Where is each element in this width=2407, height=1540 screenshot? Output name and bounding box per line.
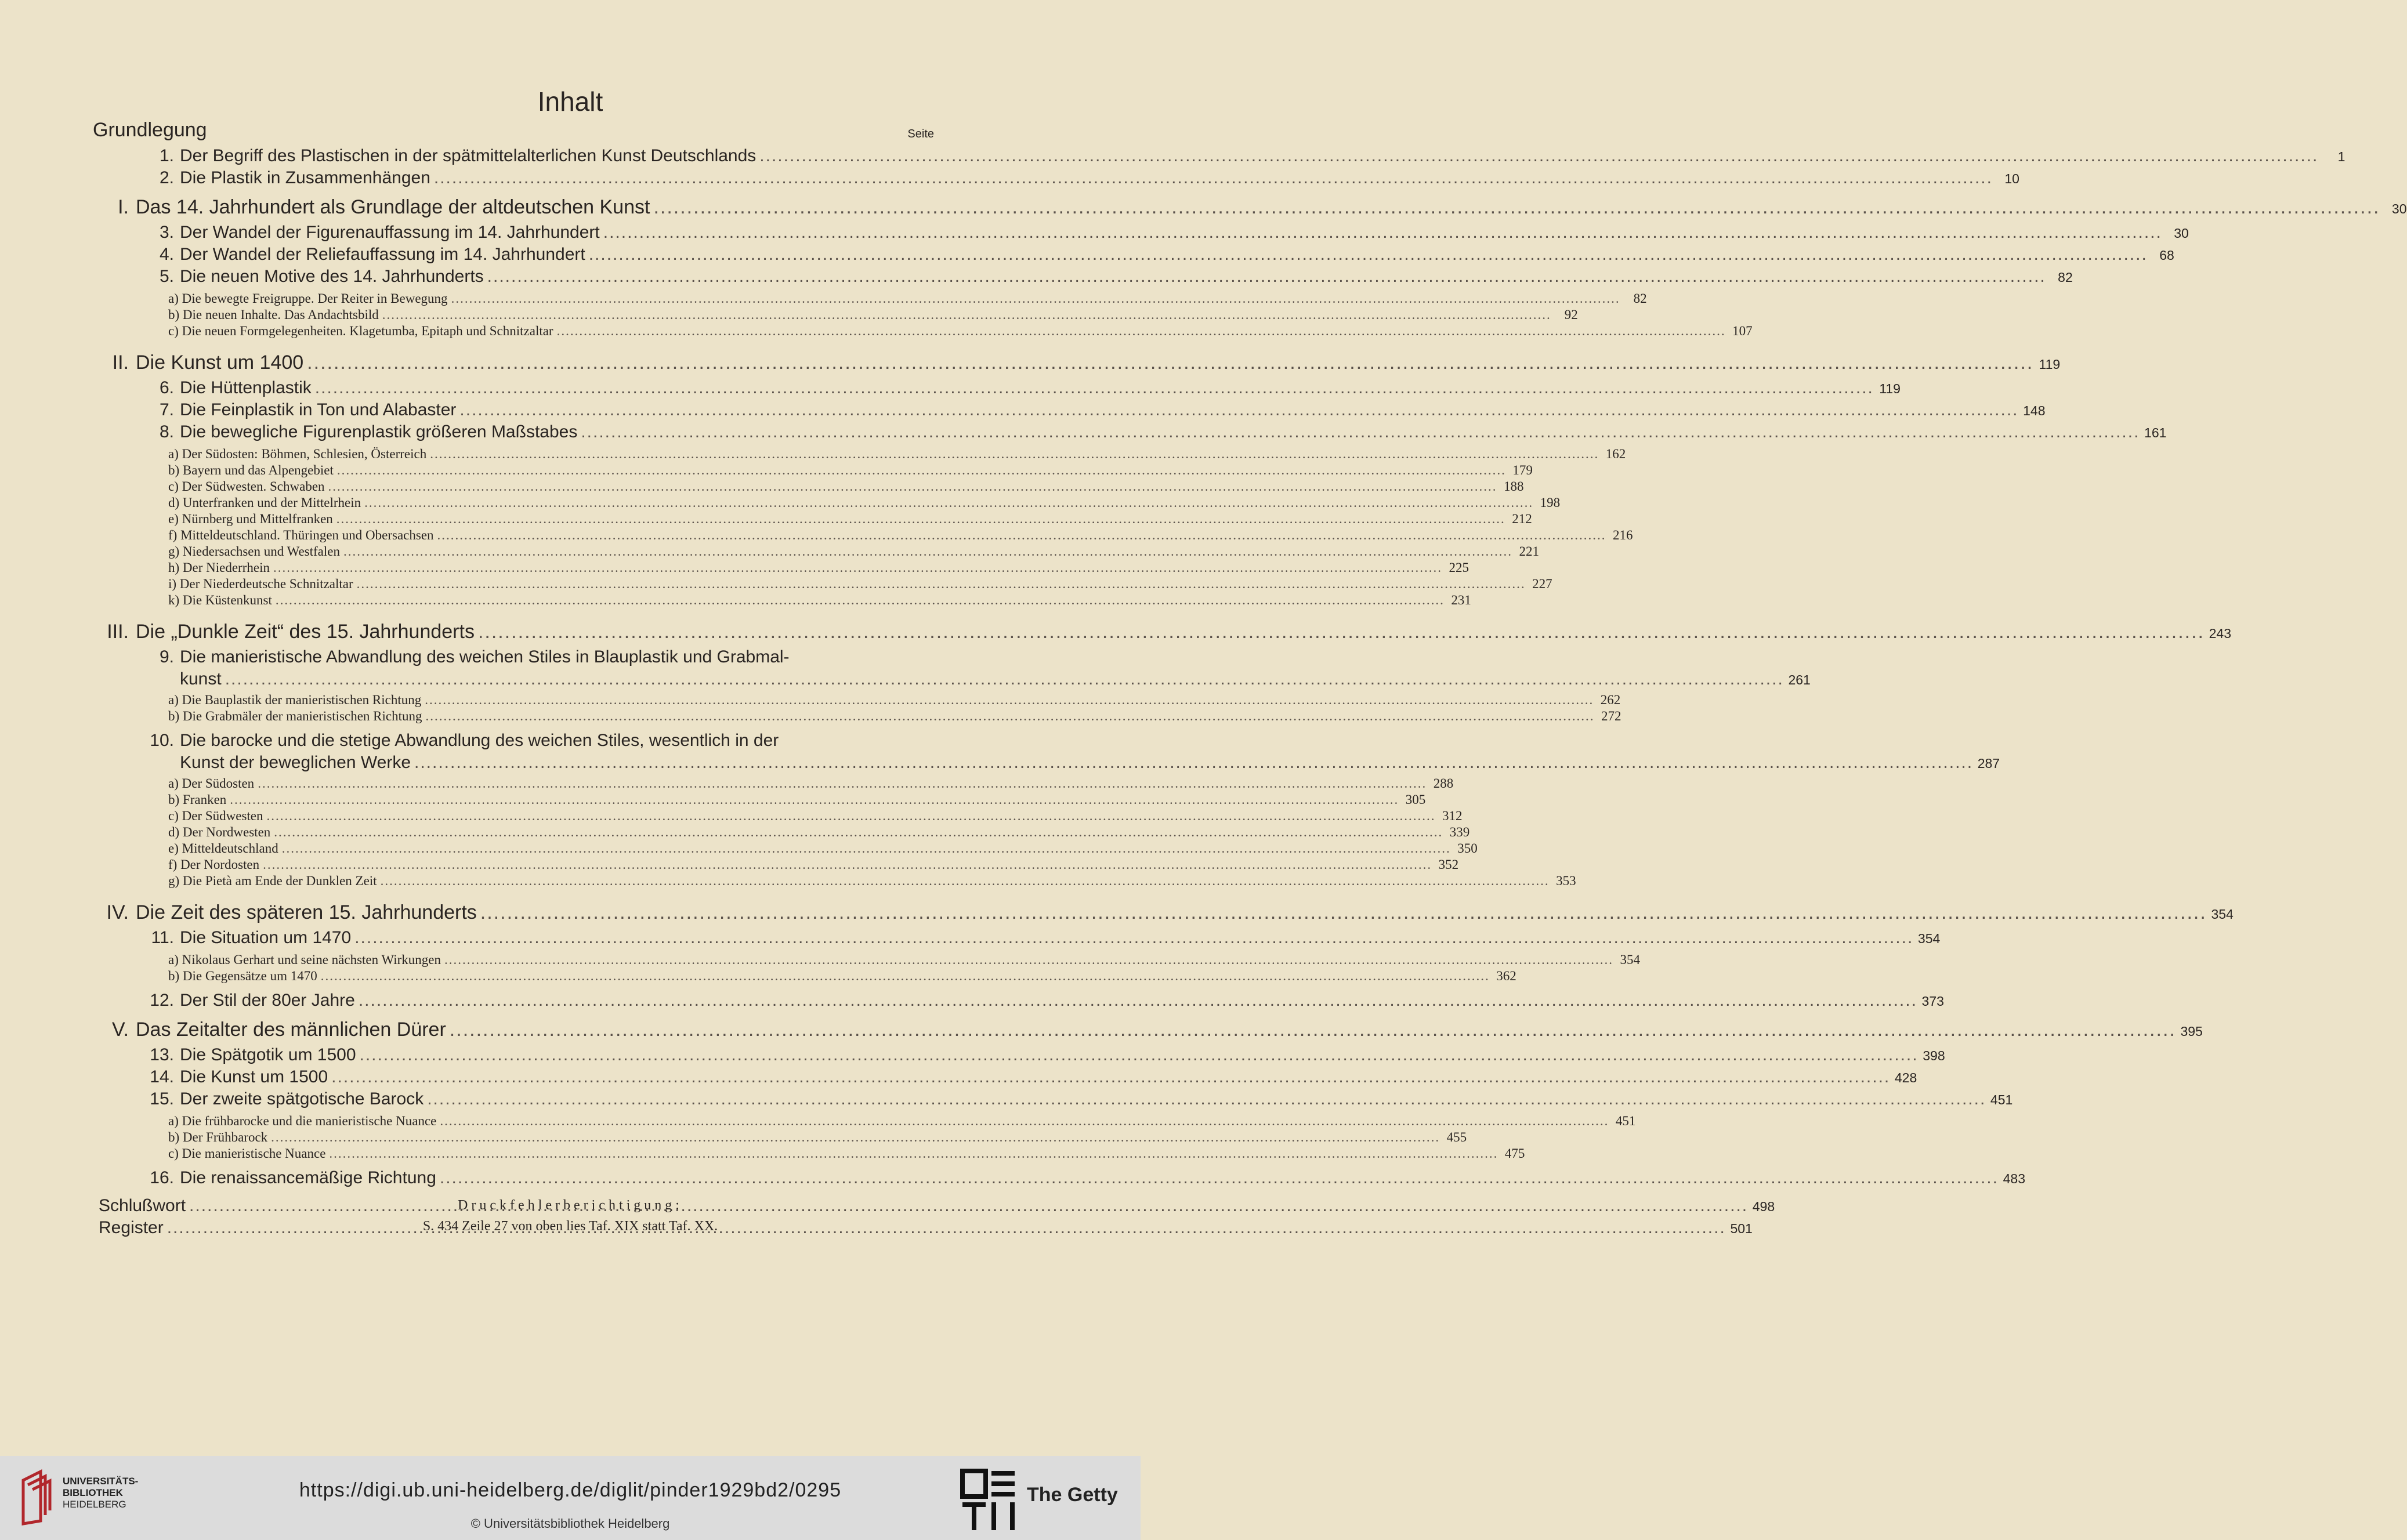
page-number: 231: [1451, 593, 1471, 607]
chapter-title: Die manieristische Abwandlung des weichen Stiles in Blauplastik und Grabmal-: [180, 647, 790, 666]
subsection-title: d) Der Nordwesten: [168, 825, 271, 839]
chapter-number: 7.: [159, 400, 174, 419]
chapter-entry: [93, 168, 2019, 188]
chapter-entry: [93, 1168, 2025, 1188]
dot-leader: [263, 857, 1432, 872]
chapter-number: 1.: [159, 146, 174, 165]
entry-label: [133, 1168, 436, 1188]
page-number: 30: [2391, 201, 2407, 216]
page-number: 451: [1990, 1092, 2013, 1107]
subsection-entry: [93, 809, 1463, 824]
chapter-number: 15.: [150, 1089, 174, 1108]
seite-label: Seite: [907, 128, 934, 140]
page-number: 10: [2004, 171, 2019, 186]
entry-label: [168, 512, 333, 527]
chapter-title: Der Stil der 80er Jahre: [180, 991, 355, 1010]
entry-label: [168, 307, 379, 323]
dot-leader: [759, 146, 2318, 166]
entry-label: [168, 874, 377, 889]
entry-label: [168, 324, 553, 339]
entry-label: [168, 693, 421, 708]
dot-leader: [487, 267, 2046, 287]
entry-label: [168, 1114, 436, 1129]
chapter-title-continuation: kunst: [180, 669, 222, 689]
entry-label: [168, 577, 353, 592]
entry-label: [168, 1146, 325, 1161]
page-number: 288: [1433, 776, 1454, 791]
chapter-title: Die Situation um 1470: [180, 928, 352, 947]
section-numeral: V.: [111, 1019, 129, 1041]
entry-label: [93, 352, 303, 374]
dot-leader: [653, 196, 2380, 219]
dot-leader: [331, 1067, 1890, 1087]
chapter-entry: [93, 731, 934, 751]
entry-label: [168, 776, 254, 791]
chapter-title: Die Plastik in Zusammenhängen: [180, 168, 430, 187]
chapter-title: Die Spätgotik um 1500: [180, 1045, 356, 1064]
section-heading: [93, 901, 2234, 924]
entry-label: [168, 792, 226, 807]
subsection-entry: [93, 512, 1532, 527]
subsection-entry: [93, 291, 1647, 306]
section-heading: [93, 196, 2407, 219]
section-numeral: II.: [112, 352, 129, 374]
subsection-title: c) Der Südwesten: [168, 809, 263, 823]
subsection-entry: [93, 952, 1641, 968]
chapter-entry: [93, 245, 2174, 264]
page-number: 451: [1615, 1114, 1636, 1128]
dot-leader: [282, 841, 1451, 856]
dot-leader: [337, 463, 1506, 478]
dot-leader: [230, 792, 1399, 807]
subsection-title: e) Nürnberg und Mittelfranken: [168, 512, 333, 526]
section-heading: [93, 352, 2061, 374]
dot-leader: [430, 447, 1599, 462]
entry-label: [133, 731, 779, 751]
chapter-entry-continuation: [93, 753, 2000, 773]
subsection-entry: [93, 479, 1524, 494]
dot-leader: [271, 1130, 1440, 1145]
chapter-title: Die Hüttenplastik: [180, 378, 312, 397]
chapter-number: 12.: [150, 991, 174, 1010]
section-title: Die Zeit des späteren 15. Jahrhunderts: [136, 901, 477, 923]
section-heading: [93, 1019, 2203, 1041]
subsection-entry: [93, 792, 1426, 807]
chapter-title: Die Feinplastik in Ton und Alabaster: [180, 400, 457, 419]
page-number: 352: [1438, 857, 1459, 872]
page-number: 82: [1633, 291, 1647, 306]
chapter-title: Die barocke und die stetige Abwandlung des weichen Stiles, wesentlich in der: [180, 731, 779, 750]
page-number: 498: [1752, 1199, 1775, 1214]
dot-leader: [336, 512, 1505, 527]
subsection-entry: [93, 463, 1533, 478]
entry-label: [93, 901, 477, 924]
entry-label: [168, 709, 422, 724]
dot-leader: [360, 1045, 1919, 1065]
dot-leader: [343, 544, 1512, 559]
subsection-title: d) Unterfranken und der Mittelrhein: [168, 495, 361, 510]
chapter-entry-continuation: [93, 669, 1811, 689]
page-number: 107: [1732, 324, 1753, 338]
subsection-title: a) Nikolaus Gerhart und seine nächsten Wirkungen: [168, 952, 441, 967]
chapter-title: Die Kunst um 1500: [180, 1067, 328, 1086]
dot-leader: [273, 560, 1442, 575]
page-number: 161: [2144, 425, 2167, 440]
chapter-number: 8.: [159, 422, 174, 441]
page-number: 119: [2039, 357, 2061, 372]
dot-leader: [440, 1114, 1609, 1129]
subsection-entry: [93, 560, 1469, 575]
entry-label: [133, 647, 790, 667]
dot-leader: [315, 378, 1874, 398]
subsection-title: b) Die Gegensätze um 1470: [168, 969, 317, 983]
page-number: 287: [1977, 756, 2000, 771]
section-title: Die „Dunkle Zeit“ des 15. Jahrhunderts: [136, 621, 475, 643]
page-number: 362: [1496, 969, 1516, 983]
subsection-title: b) Franken: [168, 792, 227, 807]
dot-leader: [328, 479, 1497, 494]
chapter-title: Die neuen Motive des 14. Jahrhunderts: [180, 267, 484, 286]
subsection-entry: [93, 544, 1539, 559]
page-number: 243: [2209, 626, 2231, 641]
uni-line-3: HEIDELBERG: [63, 1499, 126, 1510]
dot-leader: [359, 991, 1917, 1010]
page-number: 225: [1449, 560, 1469, 575]
dot-leader: [427, 1089, 1986, 1109]
dot-leader: [581, 422, 2140, 442]
errata-text: S. 434 Zeile 27 von oben lies Taf. XIX statt Taf. XX.: [422, 1219, 718, 1234]
chapter-entry: [93, 928, 1941, 948]
entry-label: [168, 809, 263, 824]
subsection-entry: [93, 495, 1561, 510]
chapter-title: Der Begriff des Plastischen in der spätmittelalterlichen Kunst Deutschlands: [180, 146, 757, 165]
dot-leader: [354, 928, 1913, 948]
entry-label: [168, 544, 340, 559]
page-number: 354: [2211, 907, 2234, 922]
section-title: Die Kunst um 1400: [136, 352, 304, 374]
dot-leader: [329, 1146, 1498, 1161]
dot-leader: [276, 593, 1445, 608]
dot-leader: [267, 809, 1436, 824]
entry-label: [168, 463, 334, 478]
page-number: 162: [1605, 447, 1626, 461]
page-number: 212: [1512, 512, 1532, 526]
chapter-title: Der zweite spätgotische Barock: [180, 1089, 424, 1108]
subsection-title: c) Die neuen Formgelegenheiten. Klagetumba, Epitaph und Schnitzaltar: [168, 324, 553, 338]
subsection-title: c) Die manieristische Nuance: [168, 1146, 326, 1161]
dot-leader: [444, 952, 1613, 968]
page-number: 475: [1504, 1146, 1525, 1161]
dot-leader: [434, 168, 1993, 188]
page-number: 354: [1620, 952, 1641, 967]
page-number: 339: [1449, 825, 1470, 839]
chapter-entry: [93, 991, 1944, 1010]
page-number: 30: [2174, 226, 2189, 241]
chapter-entry: [93, 146, 2346, 166]
uni-line-2: BIBLIOTHEK: [63, 1487, 123, 1498]
footer-bar: [0, 1456, 1141, 1540]
dot-leader: [557, 324, 1726, 339]
page-number: 1: [2337, 149, 2346, 164]
dot-leader: [364, 495, 1533, 510]
page-number: 501: [1730, 1221, 1753, 1236]
page-number: 305: [1405, 792, 1426, 807]
subsection-entry: [93, 447, 1626, 462]
subsection-title: i) Der Niederdeutsche Schnitzaltar: [168, 577, 353, 591]
subsection-entry: [93, 528, 1633, 543]
chapter-entry: [93, 1089, 2013, 1109]
dot-leader: [274, 825, 1443, 840]
getty-wordmark: The Getty: [1027, 1484, 1118, 1506]
chapter-number: 9.: [159, 647, 174, 666]
dot-leader: [382, 307, 1551, 323]
page-number: 312: [1442, 809, 1463, 823]
errata: [0, 1195, 1141, 1237]
entry-label: [168, 593, 272, 608]
dot-leader: [357, 577, 1526, 592]
entry-label: [168, 447, 426, 462]
subsection-title: f) Der Nordosten: [168, 857, 260, 872]
chapter-entry: [93, 267, 2073, 287]
subsection-title: c) Der Südwesten. Schwaben: [168, 479, 325, 494]
chapter-number: 10.: [150, 731, 174, 750]
dot-leader: [589, 245, 2148, 264]
entry-label: [133, 1067, 328, 1087]
chapter-title: Der Wandel der Figurenauffassung im 14. Jahrhundert: [180, 223, 600, 242]
chapter-entry: [93, 400, 2046, 420]
chapter-entry: [93, 223, 2189, 242]
dot-leader: [425, 693, 1594, 708]
entry-label: [168, 479, 325, 494]
entry-label: [168, 560, 270, 575]
subsection-title: a) Die frühbarocke und die manieristische Nuance: [168, 1114, 437, 1128]
subsection-entry: [93, 307, 1578, 323]
chapter-entry: [93, 1045, 1945, 1065]
page-number: 119: [1879, 381, 1901, 396]
page-number: 354: [1917, 931, 1941, 946]
chapter-number: 3.: [159, 223, 174, 242]
page-number: 428: [1894, 1070, 1917, 1085]
subsection-title: b) Die Grabmäler der manieristischen Richtung: [168, 709, 422, 723]
dot-leader: [451, 291, 1620, 306]
subsection-title: a) Die Bauplastik der manieristischen Richtung: [168, 693, 422, 707]
dot-leader: [321, 969, 1490, 984]
dot-leader: [258, 776, 1427, 791]
chapter-entry: [93, 1067, 1917, 1087]
page-number: 455: [1446, 1130, 1467, 1144]
entry-label: [168, 495, 361, 510]
page-number: 350: [1457, 841, 1478, 856]
subsection-entry: [93, 969, 1516, 984]
page-number: 262: [1600, 693, 1621, 707]
page-number: 398: [1923, 1048, 1945, 1063]
permalink-url[interactable]: https://digi.ub.uni-heidelberg.de/diglit/pinder1929bd2/0295: [299, 1479, 842, 1501]
dot-leader: [603, 223, 2162, 242]
chapter-title-continuation: Kunst der beweglichen Werke: [180, 753, 411, 772]
subsection-entry: [93, 825, 1470, 840]
page-number: 353: [1556, 874, 1576, 888]
entry-label: [133, 223, 600, 242]
chapter-entry: [93, 647, 934, 667]
page-title: Inhalt: [537, 86, 603, 117]
page-number: 227: [1532, 577, 1552, 591]
entry-label: [133, 267, 484, 287]
subsection-title: h) Der Niederrhein: [168, 560, 270, 575]
subsection-title: a) Der Südosten: [168, 776, 255, 791]
page-number: 272: [1601, 709, 1621, 723]
chapter-number: 13.: [150, 1045, 174, 1064]
section-title: Grundlegung: [93, 119, 207, 141]
dot-leader: [225, 669, 1784, 689]
uni-line-1: UNIVERSITÄTS-: [63, 1476, 139, 1487]
entry-label: [180, 753, 411, 773]
chapter-entry: [93, 378, 1901, 398]
entry-label: [93, 1019, 446, 1041]
entry-label: [168, 1130, 267, 1145]
dot-leader: [440, 1168, 1999, 1188]
subsection-title: f) Mitteldeutschland. Thüringen und Obersachsen: [168, 528, 434, 542]
subsection-title: b) Bayern und das Alpengebiet: [168, 463, 334, 477]
dot-leader: [450, 1019, 2176, 1041]
subsection-entry: [93, 709, 1621, 724]
subsection-entry: [93, 776, 1454, 791]
chapter-number: 14.: [150, 1067, 174, 1086]
page-number: 216: [1613, 528, 1633, 542]
page-number: 395: [2180, 1024, 2203, 1039]
entry-label: [168, 291, 448, 306]
page-number: 179: [1512, 463, 1533, 477]
subsection-title: a) Die bewegte Freigruppe. Der Reiter in Bewegung: [168, 291, 448, 306]
chapter-number: 2.: [159, 168, 174, 187]
dot-leader: [478, 621, 2205, 643]
entry-label: [93, 196, 650, 219]
subsection-entry: [93, 577, 1552, 592]
entry-label: [133, 422, 577, 442]
subsection-entry: [93, 841, 1478, 856]
entry-label: [133, 378, 312, 398]
subsection-title: a) Der Südosten: Böhmen, Schlesien, Österreich: [168, 447, 427, 461]
subsection-entry: [93, 693, 1621, 708]
page-number: 483: [2003, 1171, 2025, 1186]
chapter-number: 5.: [159, 267, 174, 286]
dot-leader: [426, 709, 1595, 724]
dot-leader: [414, 753, 1973, 773]
subsection-title: b) Der Frühbarock: [168, 1130, 268, 1144]
entry-label: [168, 857, 259, 872]
page-number: 188: [1504, 479, 1524, 494]
entry-label: [93, 621, 475, 643]
entry-label: [168, 969, 317, 984]
chapter-title: Der Wandel der Reliefauffassung im 14. Jahrhundert: [180, 245, 585, 264]
dot-leader: [480, 901, 2207, 924]
entry-label: [168, 528, 434, 543]
subsection-entry: [93, 593, 1471, 608]
entry-label: [168, 825, 270, 840]
entry-label: [133, 991, 355, 1010]
entry-label: [180, 669, 222, 689]
section-title: Das Zeitalter des männlichen Dürer: [136, 1019, 446, 1041]
chapter-title: Die bewegliche Figurenplastik größeren Maßstabes: [180, 422, 578, 441]
section-heading: [93, 621, 2231, 643]
subsection-title: g) Die Pietà am Ende der Dunklen Zeit: [168, 874, 377, 888]
closing-title: Register: [99, 1218, 164, 1237]
subsection-entry: [93, 1146, 1525, 1161]
entry-label: [133, 400, 456, 420]
chapter-entry: [93, 422, 2167, 442]
subsection-title: b) Die neuen Inhalte. Das Andachtsbild: [168, 307, 379, 322]
entry-label: [133, 928, 351, 948]
chapter-number: 4.: [159, 245, 174, 264]
subsection-title: g) Niedersachsen und Westfalen: [168, 544, 340, 559]
subsection-title: e) Mitteldeutschland: [168, 841, 278, 856]
entry-label: [133, 245, 585, 264]
subsection-entry: [93, 874, 1576, 889]
copyright-notice: © Universitätsbibliothek Heidelberg: [470, 1516, 670, 1531]
section-numeral: III.: [107, 621, 129, 643]
subsection-entry: [93, 324, 1753, 339]
entry-label: [168, 841, 278, 856]
dot-leader: [459, 400, 2018, 420]
subsection-entry: [93, 857, 1459, 872]
section-heading-grundlegung: [93, 119, 934, 142]
page-number: 82: [2058, 270, 2073, 285]
entry-label: [133, 1089, 424, 1109]
page-number: 148: [2023, 403, 2046, 418]
getty-logo-icon: [960, 1469, 1018, 1532]
page-number: 373: [1921, 994, 1944, 1009]
entry-label: [93, 119, 207, 142]
chapter-number: 11.: [151, 928, 174, 947]
errata-heading: Druckfehlerberichtigung:: [458, 1198, 683, 1213]
dot-leader: [437, 528, 1606, 543]
subsection-title: k) Die Küstenkunst: [168, 593, 272, 607]
page-number: 198: [1540, 495, 1561, 510]
entry-label: [133, 146, 756, 166]
entry-label: [133, 1045, 356, 1065]
section-title: Das 14. Jahrhundert als Grundlage der altdeutschen Kunst: [136, 196, 650, 218]
section-numeral: I.: [118, 196, 129, 218]
chapter-number: 6.: [159, 378, 174, 397]
section-numeral: IV.: [106, 901, 129, 923]
dot-leader: [307, 352, 2033, 374]
dot-leader: [381, 874, 1550, 889]
chapter-number: 16.: [150, 1168, 174, 1187]
chapter-title: Die renaissancemäßige Richtung: [180, 1168, 436, 1187]
page-number: 92: [1564, 307, 1578, 322]
page-number: 261: [1788, 672, 1811, 687]
entry-label: [133, 168, 430, 188]
subsection-entry: [93, 1130, 1467, 1145]
subsection-entry: [93, 1114, 1636, 1129]
closing-title: Schlußwort: [99, 1196, 186, 1215]
page-number: 68: [2159, 248, 2174, 263]
entry-label: [168, 952, 441, 968]
page-number: 221: [1519, 544, 1539, 559]
